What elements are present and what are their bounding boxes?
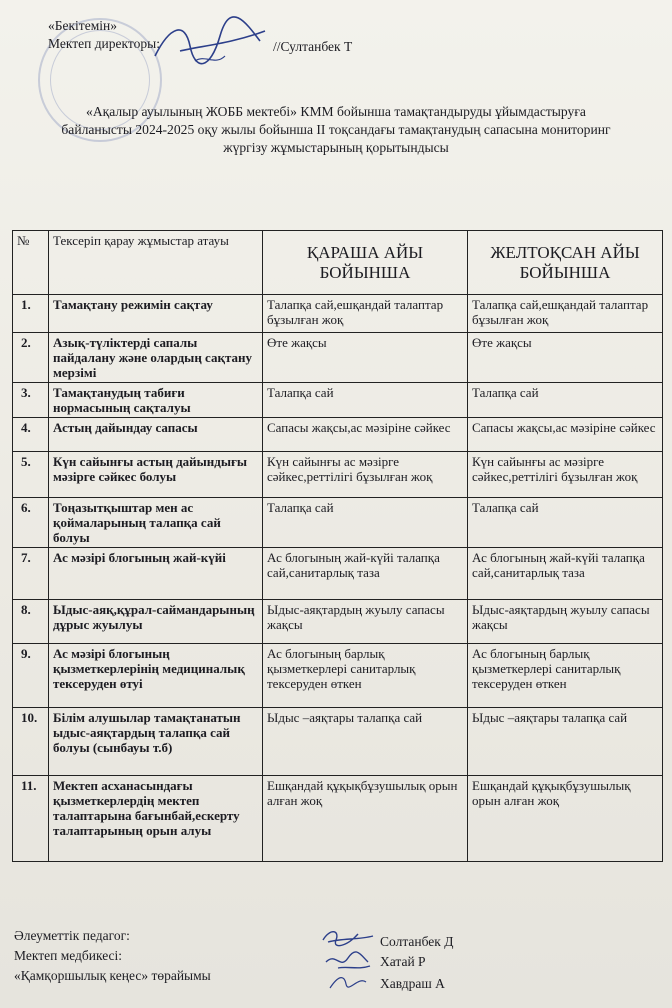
row-number: 10. (13, 708, 49, 776)
row-criterion: Астың дайындау сапасы (49, 418, 263, 452)
director-label: Мектеп директоры: (48, 36, 160, 51)
table-row (13, 452, 663, 498)
row-november-result: Сапасы жақсы,ас мәзіріне сәйкес (263, 418, 468, 452)
row-december-result: Талапқа сай,ешқандай талаптар бұзылған жоқ (468, 295, 663, 333)
title-line-2: байланысты 2024-2025 оқу жылы бойынша II тоқсандағы тамақтанудың сапасына мониторинг (61, 122, 611, 137)
row-number: 1. (13, 295, 49, 333)
table-row (13, 333, 663, 383)
footer-roles (14, 928, 274, 998)
header-november: ҚАРАША АЙЫ БОЙЫНША (263, 231, 468, 295)
row-december-result: Ас блогының жай-күйі талапқа сай,санитарлық таза (468, 548, 663, 600)
row-criterion: Мектеп асханасындағы қызметкерлердің мектеп талаптарына бағынбай,ескерту талаптарының орын алуы (49, 776, 263, 862)
approval-label: «Бекітемін» (48, 18, 117, 33)
row-number: 2. (13, 333, 49, 383)
director-name: //Султанбек Т (273, 39, 353, 54)
row-november-result: Күн сайынғы ас мәзірге сәйкес,реттілігі бұзылған жоқ (263, 452, 468, 498)
row-number: 5. (13, 452, 49, 498)
table-row (13, 418, 663, 452)
row-december-result: Күн сайынғы ас мәзірге сәйкес,реттілігі бұзылған жоқ (468, 452, 663, 498)
row-december-result: Сапасы жақсы,ас мәзіріне сәйкес (468, 418, 663, 452)
row-november-result: Ас блогының барлық қызметкерлері санитарлық тексеруден өткен (263, 644, 468, 708)
name-social-teacher: Солтанбек Д (380, 934, 454, 949)
role-trustee-chair: «Қамқоршылық кеңес» төрайымы (14, 968, 211, 983)
row-criterion: Ыдыс-аяқ,құрал-саймандарының дұрыс жуылуы (49, 600, 263, 644)
row-criterion: Азық-түліктерді сапалы пайдалану және олардың сақтану мерзімі (49, 333, 263, 383)
header-december: ЖЕЛТОҚСАН АЙЫ БОЙЫНША (468, 231, 663, 295)
row-november-result: Ас блогының жай-күйі талапқа сай,санитарлық таза (263, 548, 468, 600)
row-criterion: Тамақтану режимін сақтау (49, 295, 263, 333)
title-line-3: жүргізу жұмыстарының қорытындысы (223, 140, 449, 155)
row-december-result: Талапқа сай (468, 383, 663, 418)
row-december-result: Ыдыс –аяқтары талапқа сай (468, 708, 663, 776)
director-signature (150, 16, 270, 76)
table-row (13, 498, 663, 548)
header-criterion: Тексеріп қарау жұмыстар атауы (49, 231, 263, 295)
table-row (13, 548, 663, 600)
row-criterion: Күн сайынғы астың дайындығы мәзірге сәйкес болуы (49, 452, 263, 498)
table-row (13, 708, 663, 776)
footer-names (380, 934, 580, 1004)
footer-signatures (318, 926, 378, 992)
row-number: 6. (13, 498, 49, 548)
row-december-result: Өте жақсы (468, 333, 663, 383)
table-row (13, 383, 663, 418)
monitoring-table (12, 230, 663, 862)
row-number: 9. (13, 644, 49, 708)
row-november-result: Ыдыс-аяқтардың жуылу сапасы жақсы (263, 600, 468, 644)
title-line-1: «Ақалыр ауылының ЖОББ мектебі» КММ бойынша тамақтандыруды ұйымдастыруға (86, 104, 586, 119)
header-num: № (13, 231, 49, 295)
row-november-result: Талапқа сай (263, 383, 468, 418)
row-number: 7. (13, 548, 49, 600)
row-number: 4. (13, 418, 49, 452)
row-number: 11. (13, 776, 49, 862)
table-row (13, 644, 663, 708)
table-row (13, 295, 663, 333)
table-row (13, 600, 663, 644)
row-november-result: Талапқа сай,ешқандай талаптар бұзылған жоқ (263, 295, 468, 333)
row-number: 3. (13, 383, 49, 418)
row-criterion: Ас мәзірі блогының жай-күйі (49, 548, 263, 600)
role-school-nurse: Мектеп медбикесі: (14, 948, 123, 963)
role-social-teacher: Әлеуметтік педагог: (14, 928, 130, 943)
row-number: 8. (13, 600, 49, 644)
row-criterion: Ас мәзірі блогының қызметкерлерінің медициналық тексеруден өтуі (49, 644, 263, 708)
row-december-result: Талапқа сай (468, 498, 663, 548)
name-trustee-chair: Хавдраш А (380, 976, 445, 991)
table-header-row (13, 231, 663, 295)
row-criterion: Білім алушылар тамақтанатын ыдыс-аяқтардың талапқа сай болуы (сынбауы т.б) (49, 708, 263, 776)
approval-block (48, 18, 353, 54)
row-december-result: Ыдыс-аяқтардың жуылу сапасы жақсы (468, 600, 663, 644)
table-row (13, 776, 663, 862)
row-november-result: Ыдыс –аяқтары талапқа сай (263, 708, 468, 776)
row-criterion: Тамақтанудың табиғи нормасының сақталуы (49, 383, 263, 418)
row-november-result: Талапқа сай (263, 498, 468, 548)
row-december-result: Ешқандай құқықбұзушылық орын алған жоқ (468, 776, 663, 862)
row-november-result: Өте жақсы (263, 333, 468, 383)
name-school-nurse: Хатай Р (380, 954, 426, 969)
document-title (30, 103, 642, 157)
row-december-result: Ас блогының барлық қызметкерлері санитарлық тексеруден өткен (468, 644, 663, 708)
row-criterion: Тоңазытқыштар мен ас қоймаларының талапқа сай болуы (49, 498, 263, 548)
row-november-result: Ешқандай құқықбұзушылық орын алған жоқ (263, 776, 468, 862)
